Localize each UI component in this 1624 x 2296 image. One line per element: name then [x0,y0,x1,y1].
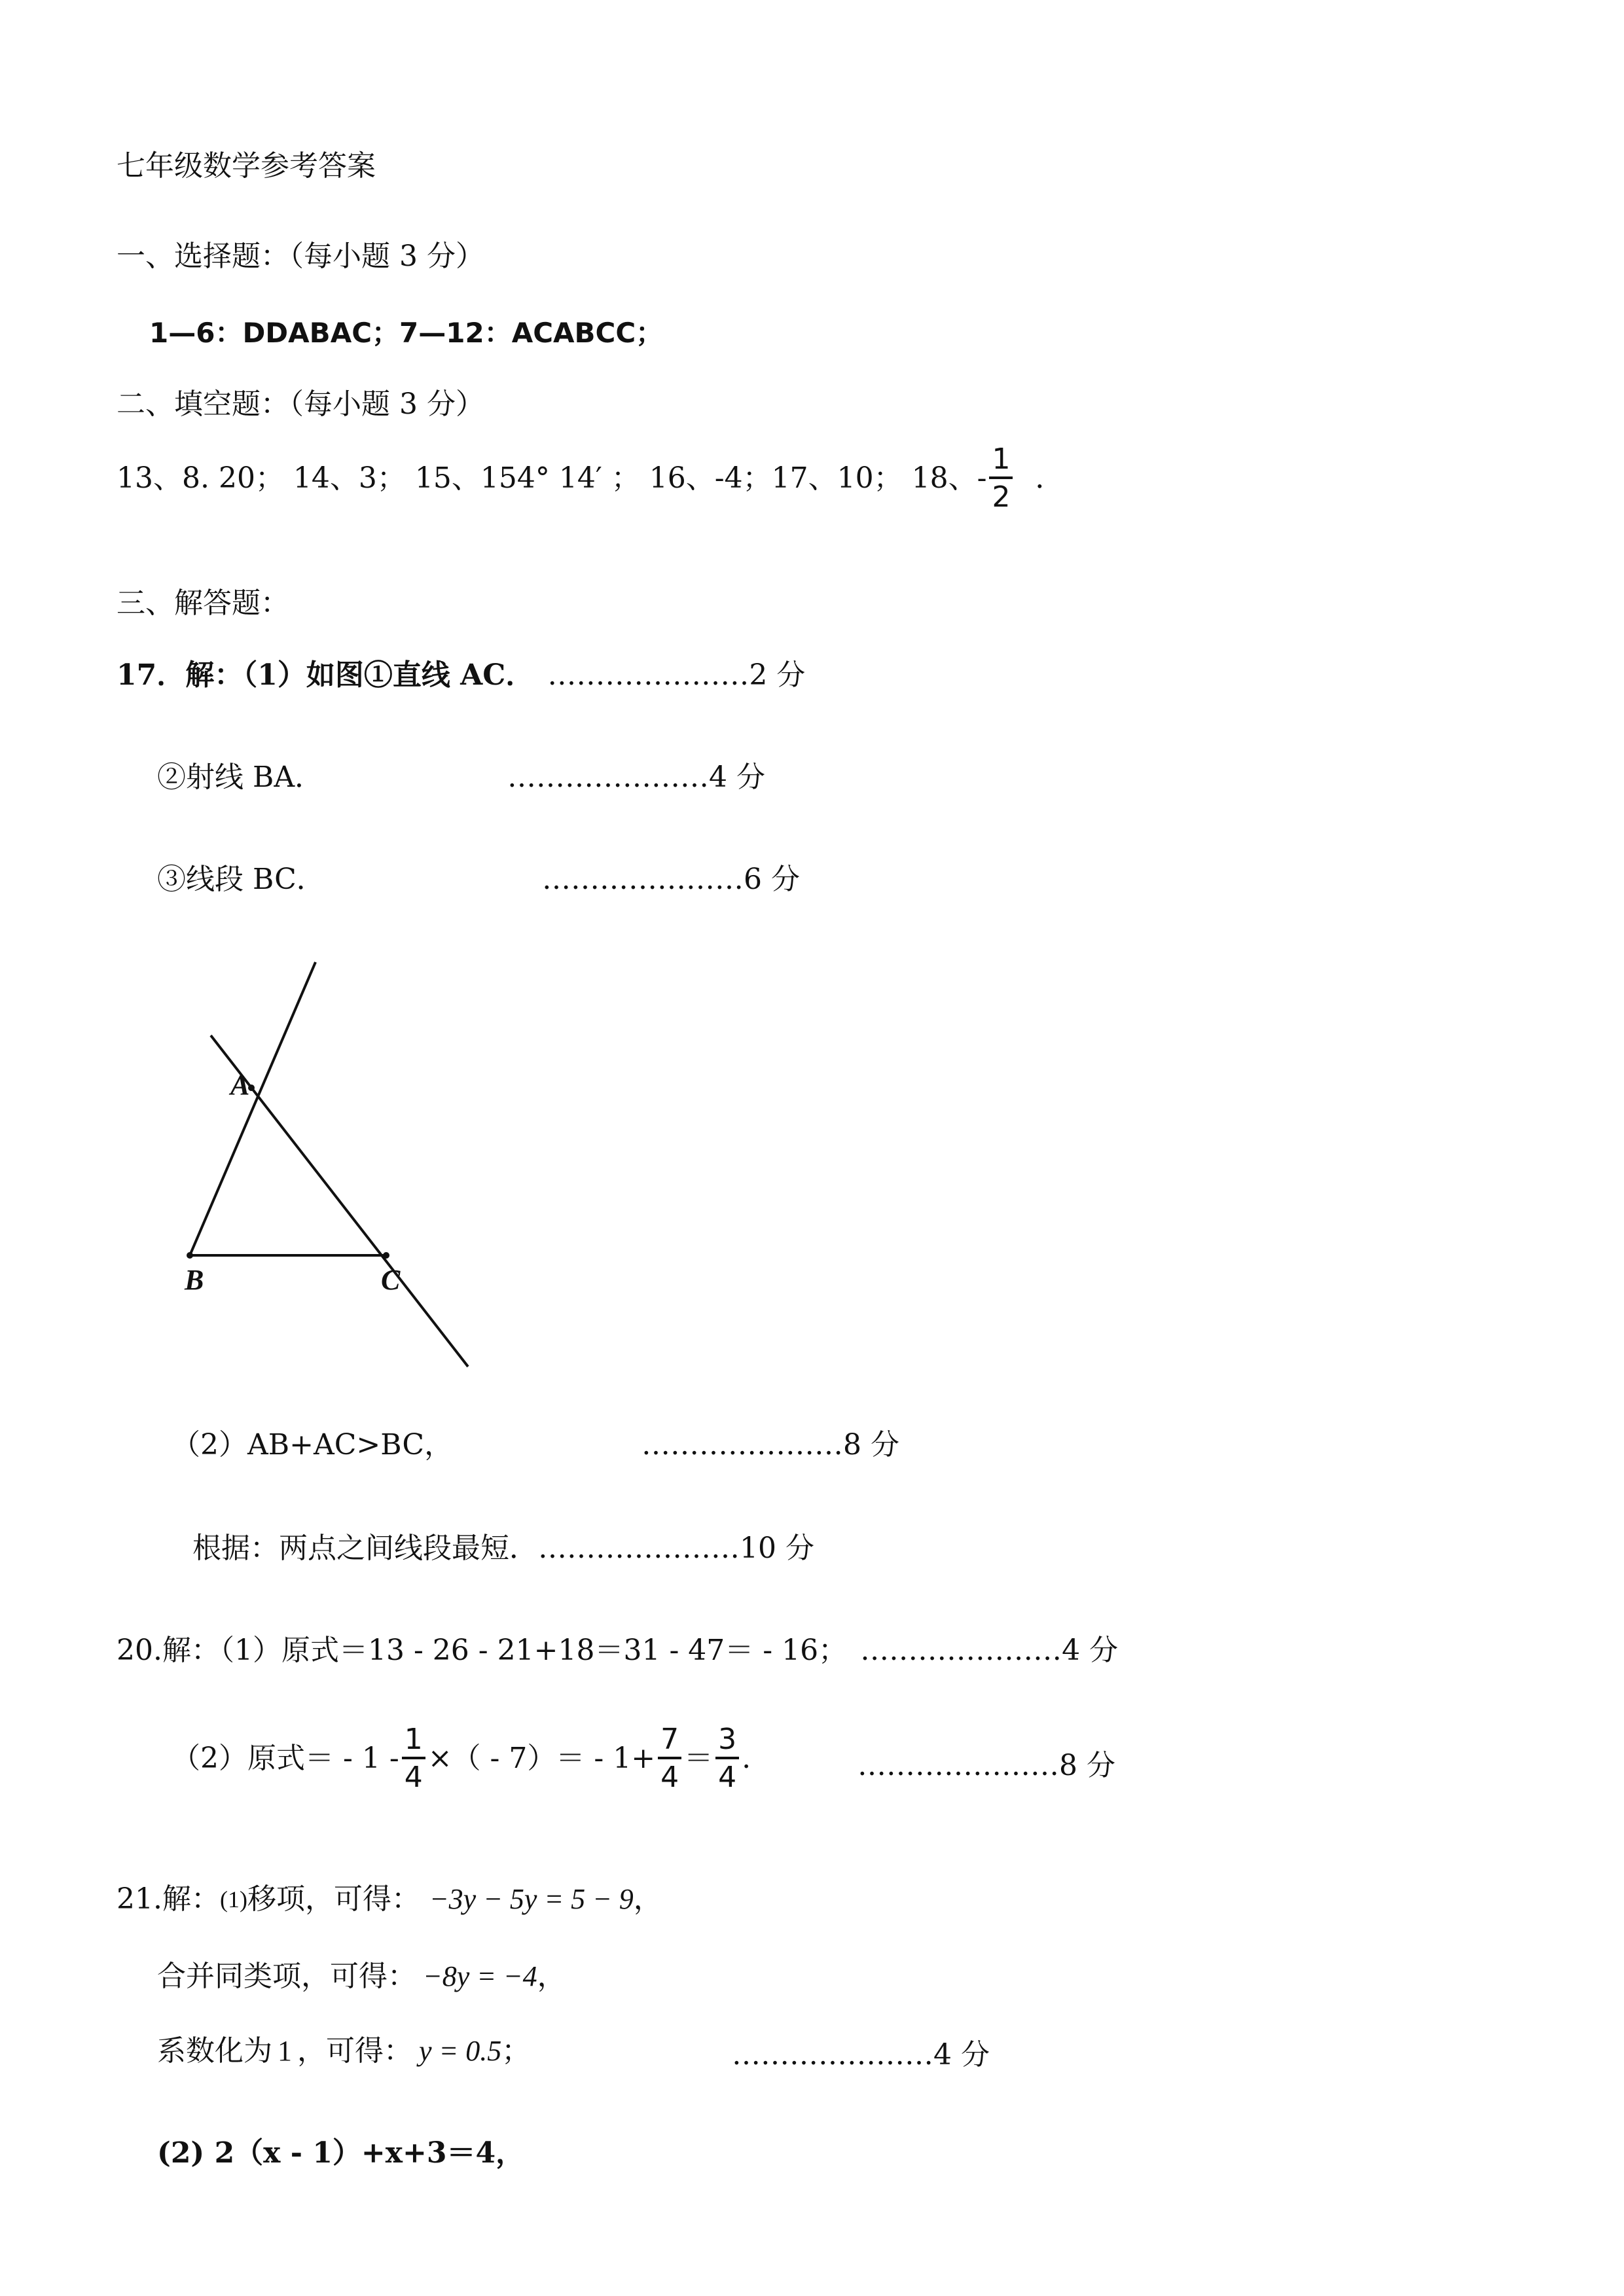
q17-item3: ③线段 BC． [157,863,325,896]
point-b [187,1252,193,1259]
q20-equals: ＝ [684,1742,713,1775]
q21-step3-text2: ，可得： [297,2034,412,2068]
q21-part-number: (1) [219,1886,247,1912]
geometry-figure [170,956,511,1381]
q20-part2 [171,1725,751,1792]
q17-label: 17．解：（1）如图①直线 AC． [117,658,535,692]
section1-heading: 一、选择题：（每小题 3 分） [117,240,484,273]
q21-step3-one: 1 [278,2035,292,2067]
fraction-three-quarters [715,1725,739,1792]
fraction-c-numerator: 3 [715,1725,739,1759]
q17-reason [192,1534,814,1563]
q17-reason-text: 根据：两点之间线段最短． [192,1532,538,1565]
section3-heading: 三、解答题： [117,586,289,620]
q21-step3-math: y = 0.5 [419,2035,502,2067]
q21-step2-text: 合并同类项，可得： [157,1960,416,1993]
fraction-b-numerator: 7 [658,1725,681,1759]
fraction-b-denominator: 4 [660,1761,679,1794]
q21-step3 [157,2034,531,2068]
fraction-c-denominator: 4 [718,1761,737,1794]
q21-step1 [117,1882,662,1916]
page-title: 七年级数学参考答案 [117,149,376,183]
section2-answers-text: 13、8. 20； 14、3； 15、154° 14′ ； 16、-4；17、10； 18、- [117,461,987,495]
q20-score1: …………………4 分 [860,1634,1119,1667]
section2-heading: 二、填空题：（每小题 3 分） [117,387,484,421]
q21-part2: (2) 2（x - 1）+x+3＝4， [157,2136,525,2170]
label-c: C [381,1264,401,1296]
q21-step1-math: −3y − 5y = 5 − 9 [429,1883,634,1915]
q21-step3-text: 系数化为 [157,2034,272,2068]
fraction-a-denominator: 4 [404,1761,423,1794]
q21-label: 21.解： [117,1882,220,1916]
point-c [383,1252,389,1259]
q20-part2-mid: ×（ - 7）＝ - 1+ [427,1742,656,1775]
q20-part2-prefix: （2）原式＝ - 1 - [171,1742,399,1775]
q21-step2 [157,1962,566,1991]
q21-step1-end: ， [633,1882,662,1916]
section1-answers: 1—6：DDABAC；7—12：ACABCC； [149,317,664,349]
q21-step2-end: ， [537,1960,566,1993]
fraction-18-denominator: 2 [992,480,1011,514]
section2-answers [117,442,1064,514]
q21-step2-math: −8y = −4 [423,1960,537,1992]
q17-score3: …………………6 分 [542,863,800,896]
q17-score2: …………………4 分 [507,761,765,794]
section2-end: ． [1035,461,1064,495]
fraction-one-quarter [402,1725,425,1792]
fraction-18-numerator: 1 [989,445,1013,479]
q17-part1 [117,658,806,692]
q17-score5: …………………10 分 [538,1532,814,1565]
label-b: B [185,1264,204,1296]
q17-item2: ②射线 BA． [157,761,324,794]
q21-step1-text: 移项，可得： [247,1882,420,1916]
q17-score4: …………………8 分 [641,1428,899,1462]
q20-part2-end: . [742,1742,751,1775]
fraction-a-numerator: 1 [402,1725,425,1759]
q20-score2: …………………8 分 [857,1749,1115,1782]
fraction-18 [989,442,1013,514]
label-a: A [230,1069,250,1101]
ray-ba [190,962,316,1255]
q17-part2: （2）AB+AC>BC， [171,1428,454,1462]
q21-score: …………………4 分 [732,2038,990,2072]
q21-step3-end: ； [501,2034,531,2068]
q20-part1 [117,1636,1118,1665]
fraction-seven-quarters [658,1725,681,1792]
q17-score1: …………………2 分 [547,658,806,692]
q20-part1-text: 20.解：（1）原式＝13 - 26 - 21+18＝31 - 47＝ - 16； [117,1634,848,1667]
